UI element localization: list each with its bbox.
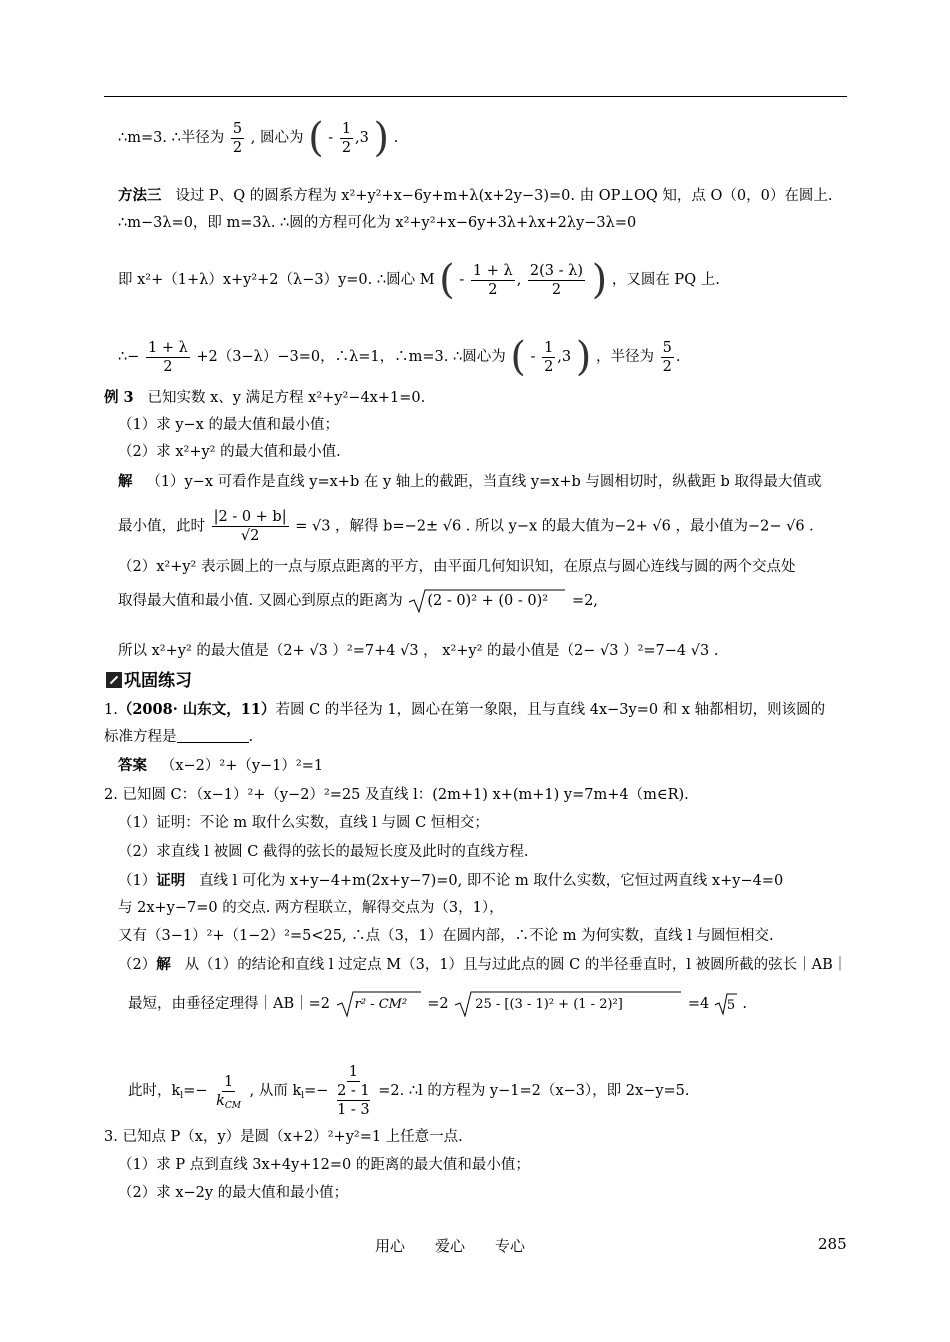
text-line: 即 x²+（1+λ）x+y²+2（λ−3）y=0. ∴圆心 M ( - $\frac{1 + \lambda}{2}$ , $\frac{2(3 - \lambda)}{2}$ ) ，又圆在 PQ 上. [118, 257, 720, 303]
fraction: $\frac{|2 - 0 + b|}{√2}$ [213, 509, 287, 544]
fraction: $\frac{1}{k_{CM}}$ [216, 1073, 242, 1111]
example-title: 例 3 已知实数 x、y 满足方程 x²+y²−4x+1=0. [104, 389, 426, 406]
solution-line: 所以 x²+y² 的最大值是（2+ √3 ）²=7+4 √3 ， x²+y² 的最小值是（2− √3 ）²=7−4 √3 . [118, 643, 719, 659]
question: （2）求 x²+y² 的最大值和最小值. [118, 444, 341, 460]
solution-line: 与 2x+y−7=0 的交点. 两方程联立，解得交点为（3，1）， [118, 900, 504, 916]
solution-line: 最短，由垂径定理得｜AB｜=2 r² - CM² =2 25 - [(3 - 1)² + (1 - 2)²] =4 5 . [128, 990, 747, 1018]
text-line: 方法三 设过 P、Q 的圆系方程为 x²+y²+x−6y+m+λ(x+2y−3)=0. 由 OP⊥OQ 知，点 O（0，0）在圆上. [118, 187, 833, 204]
text-line: ∴m−3λ=0，即 m=3λ. ∴圆的方程可化为 x²+y²+x−6y+3λ+λx+2λy−3λ=0 [118, 215, 637, 231]
question: （2）求 x−2y 的最大值和最小值； [118, 1185, 349, 1201]
fraction: $\frac{5}{2}$ [232, 120, 243, 156]
solution-line: 取得最大值和最小值. 又圆心到原点的距离为 (2 - 0)² + (0 - 0)² =2, [118, 588, 598, 614]
text-line: ∴m=3. ∴半径为 $\frac{5}{2}$ , 圆心为 ( - $\frac{1}{2}$ ,3 ) . [118, 115, 399, 161]
solution-line: 最小值，此时 $\frac{|2 - 0 + b|}{√2}$ = √3 ，解得 b=−2± √6 . 所以 y−x 的最大值为−2+ √6 ，最小值为−2− √6 . [118, 509, 814, 544]
fraction: $\frac{1 + \lambda}{2}$ [147, 339, 188, 375]
solution-line: 又有（3−1）²+（1−2）²=5<25, ∴点（3，1）在圆内部，∴不论 m 为何实数，直线 l 与圆恒相交. [118, 928, 774, 944]
compound-fraction: 1 2 - 1 1 - 3 [337, 1064, 370, 1118]
section-heading: 巩固练习 [106, 666, 192, 691]
page-number: 285 [818, 1235, 847, 1253]
solution-line: （1）证明 直线 l 可化为 x+y−4+m(2x+y−7)=0, 即不论 m 取什么实数，它恒过两直线 x+y−4=0 [118, 872, 784, 889]
problem-line: 2. 已知圆 C：（x−1）²+（y−2）²=25 及直线 l：(2m+1) x+(m+1) y=7m+4（m∈R). [104, 787, 689, 803]
footer-motto: 用心 爱心 专心 [375, 1237, 526, 1255]
question: （1）求 P 点到直线 3x+4y+12=0 的距离的最大值和最小值； [118, 1157, 530, 1173]
question: （2）求直线 l 被圆 C 截得的弦长的最短长度及此时的直线方程. [118, 844, 529, 860]
solution-line: 解 （1）y−x 可看作是直线 y=x+b 在 y 轴上的截距，当直线 y=x+b 与圆相切时，纵截距 b 取得最大值或 [118, 473, 822, 490]
answer-blank [177, 728, 249, 743]
problem-line: 标准方程是 . [104, 729, 254, 745]
fraction: $\frac{1 + \lambda}{2}$ [472, 262, 513, 298]
question: （1）证明：不论 m 取什么实数，直线 l 与圆 C 恒相交； [118, 815, 489, 831]
solution-line: 此时，$k_l=-$ $\frac{1}{k_{CM}}$ , 从而 $k_l=-$ 1 2 - 1 1 - 3 =2. ∴l 的方程为 y−1=2（x−3），即 2x−y=5. [128, 1064, 690, 1118]
problem-line: 3. 已知点 P（x，y）是圆（x+2）²+y²=1 上任意一点. [104, 1129, 463, 1145]
fraction: $\frac{5}{2}$ [662, 339, 672, 375]
fraction: $\frac{1}{2}$ [341, 120, 352, 156]
solution-line: （2）x²+y² 表示圆上的一点与原点距离的平方，由平面几何知识知，在原点与圆心连线与圆的两个交点处 [118, 559, 796, 575]
solution-line: （2）解 从（1）的结论和直线 l 过定点 M（3，1）且与过此点的圆 C 的半径垂直时，l 被圆所截的弦长｜AB｜ [118, 956, 848, 973]
sqrt-expression: 25 - [(3 - 1)² + (1 - 2)²] [453, 990, 683, 1018]
header-rule [104, 96, 847, 97]
question: （1）求 y−x 的最大值和最小值； [118, 417, 339, 433]
text-line: ∴− $\frac{1 + \lambda}{2}$ +2（3−λ）−3=0，∴λ=1，∴m=3. ∴圆心为 ( - $\frac{1}{2}$ ,3 ) ，半径为 $\frac{5}{2}$ . [118, 334, 681, 380]
answer-line: 答案 （x−2）²+（y−1）²=1 [118, 757, 324, 774]
sqrt-expression: 5 [714, 992, 738, 1016]
fraction: $\frac{2(3 - \lambda)}{2}$ [529, 262, 583, 298]
problem-line: 1.（2008· 山东文，11）若圆 C 的半径为 1，圆心在第一象限，且与直线 4x−3y=0 和 x 轴都相切，则该圆的 [104, 701, 826, 718]
pencil-icon [106, 672, 122, 688]
sqrt-expression: r² - CM² [335, 990, 423, 1018]
fraction: $\frac{1}{2}$ [544, 339, 554, 375]
